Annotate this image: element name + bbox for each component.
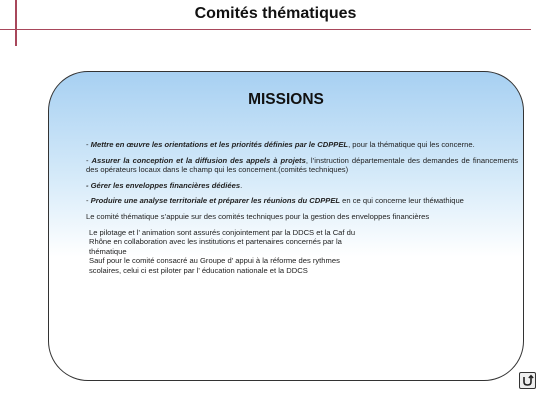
- governance-note: Le pilotage et l’ animation sont assurés conjointement par la DDCS et la Caf du Rhône en collaboration avec les institutions et partenaires concernés par la thématique Sauf pour le comité consacré au Groupe d’ appui à la réforme des rythmes scolaires, celui ci est piloter par l’ éducation nationale et la DDCS: [89, 227, 356, 275]
- missions-title: MISSIONS: [248, 91, 324, 108]
- mission-item-emphasis: Produire une analyse territoriale et préparer les réunions du CDPPEL: [90, 196, 341, 206]
- mission-item: - Produire une analyse territoriale et préparer les réunions du CDPPEL en ce qui concerne leur théмathique: [86, 196, 464, 206]
- page-title: Comités thématiques: [194, 5, 357, 22]
- mission-item-emphasis: Assurer la conception et la diffusion des appels à projets: [91, 155, 306, 165]
- support-note: Le comité thématique s’appuie sur des comités techniques pour la gestion des enveloppes financières: [86, 211, 430, 221]
- missions-card: [48, 71, 524, 381]
- corner-button[interactable]: [519, 372, 536, 389]
- missions-body: [86, 140, 518, 276]
- mission-item: - Assurer la conception et la diffusion des appels à projets, l’instruction départementale des demandes de financements des opérateurs locaux dans le champ qui les concernent.(comités techniques): [86, 155, 519, 175]
- mission-item-emphasis: - Gérer les enveloppes financières dédiées: [86, 180, 241, 190]
- accent-horizontal-line: [0, 29, 531, 30]
- mission-item: - Mettre en œuvre les orientations et les priorités définies par le CDPPEL, pour la thématique qui les concerne.: [86, 140, 475, 149]
- u-shaped-arrow-icon: [520, 373, 535, 388]
- mission-item: - Gérer les enveloppes financières dédiées.: [86, 180, 243, 190]
- mission-item-emphasis: Mettre en œuvre les orientations et les priorités définies par le CDPPEL: [90, 140, 349, 149]
